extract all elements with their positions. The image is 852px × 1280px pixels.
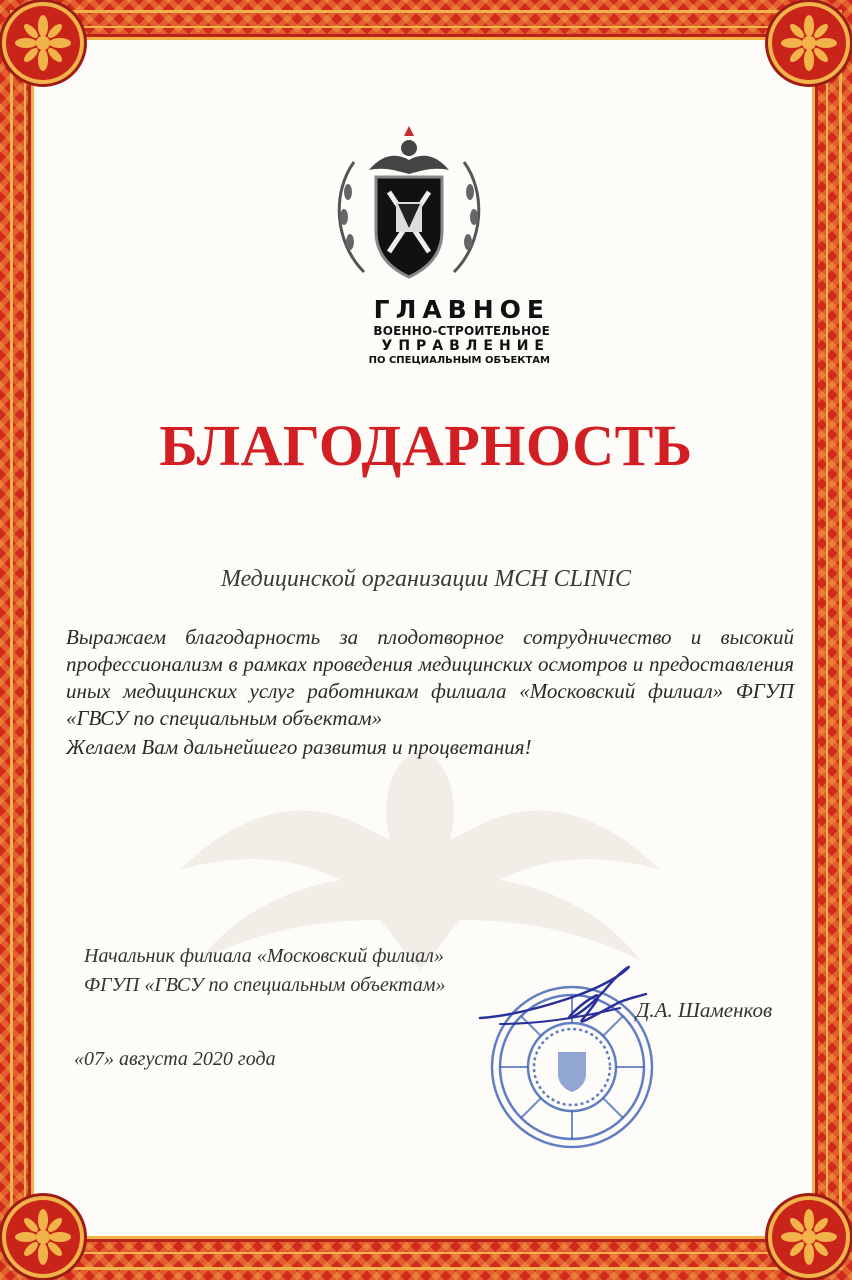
corner-ornament-icon bbox=[772, 6, 846, 80]
document-date: «07» августа 2020 года bbox=[74, 1048, 276, 1070]
corner-ornament-icon bbox=[772, 1200, 846, 1274]
certificate-title: БЛАГОДАРНОСТЬ bbox=[159, 413, 693, 478]
corner-ornament-icon bbox=[6, 6, 80, 80]
signatory-name: Д.А. Шаменков bbox=[636, 998, 773, 1022]
signatory-position-line-1: Начальник филиала «Московский филиал» bbox=[84, 945, 444, 967]
org-line-1: ГЛАВНОЕ bbox=[373, 295, 550, 324]
handwritten-signature-icon bbox=[470, 958, 650, 1038]
org-line-2: ВОЕННО-СТРОИТЕЛЬНОЕ bbox=[373, 324, 550, 338]
signatory-position bbox=[84, 942, 445, 1000]
recipient-line: Медицинской организации MCH CLINIC bbox=[220, 566, 632, 592]
gvsu-emblem-icon bbox=[334, 122, 484, 287]
corner-ornament-icon bbox=[6, 1200, 80, 1274]
body-paragraph: Выражаем благодарность за плодотворное сотрудничество и высокий профессионализм в рамках проведения медицинских осмотров и предоставления иных медицинских услуг работникам филиала «Московский филиал» ФГУП «ГВСУ по специальным объектам» bbox=[66, 625, 794, 730]
signatory-position-line-2: ФГУП «ГВСУ по специальным объектам» bbox=[84, 974, 446, 996]
org-line-4: ПО СПЕЦИАЛЬНЫМ ОБЪЕКТАМ bbox=[368, 355, 550, 366]
body-wish: Желаем Вам дальнейшего развития и процветания! bbox=[66, 735, 532, 759]
certificate-body bbox=[66, 624, 794, 761]
organization-name bbox=[250, 296, 550, 367]
org-line-3: УПРАВЛЕНИЕ bbox=[381, 338, 550, 354]
